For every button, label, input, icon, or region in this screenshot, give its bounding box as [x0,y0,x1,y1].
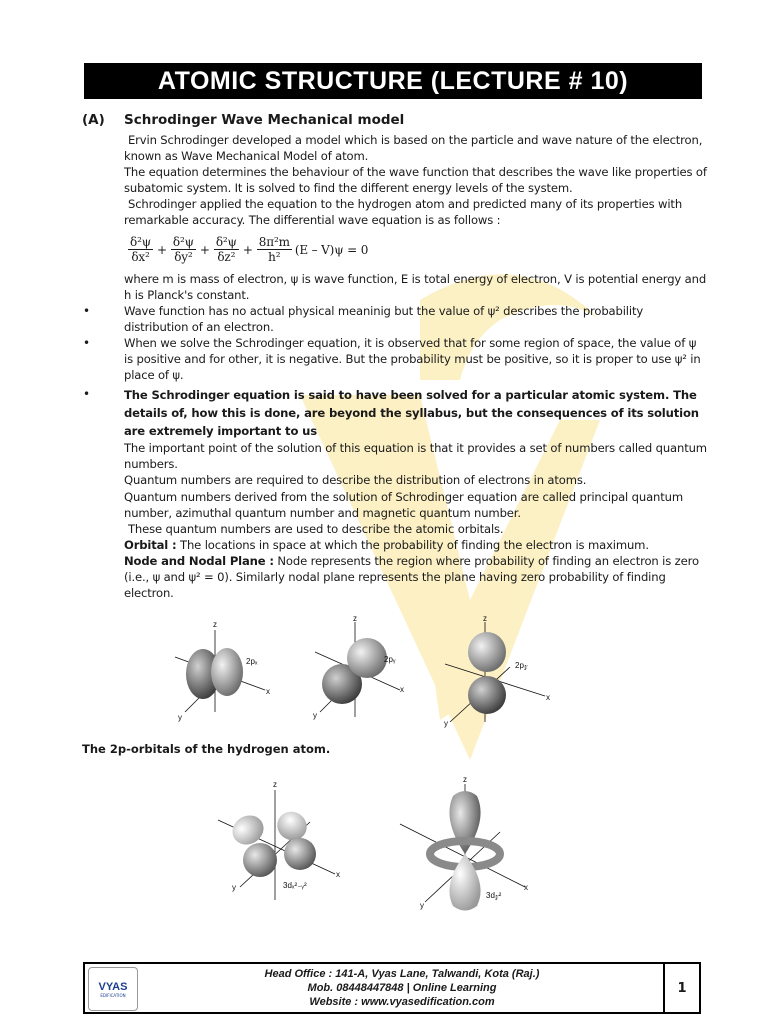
axis-x-label: x [400,685,404,694]
orbital-3d-x2-y2-label: 3dₓ²₋ᵧ² [283,881,307,890]
eq-tail: (E – V)ψ = 0 [294,242,369,257]
axis-z-label: z [483,614,487,623]
axis-x-label: x [336,870,340,879]
eq-term-z [214,235,239,264]
axis-x-label: x [266,687,270,696]
axis-z-label: z [353,614,357,623]
quantum-numbers-paragraph: Quantum numbers are required to describe the distribution of electrons in atoms. [124,473,587,488]
eq-term-y-den: δy² [174,250,193,265]
figure-2p-orbitals [160,612,580,732]
bullet-text-2: When we solve the Schrodinger equation, it is observed that for some region of space, the value of ψ is positive and for other, it is negative. But the probability must be positive, so it is proper to use ψ² in place of ψ. [124,335,701,383]
content-body [83,132,708,601]
orbital-2px-label: 2pₓ [246,657,258,666]
intro-paragraph-3: Schrodinger applied the equation to the hydrogen atom and predicted many of its properties with remarkable accuracy. The differential wave equation is as follows : [124,197,683,228]
orbital-text: The locations in space at which the probability of finding the electron is maximum. [176,537,649,552]
node-label: Node and Nodal Plane : [124,553,274,568]
orbital-2pz-label: 2p𝓏 [515,661,528,670]
bullet-icon: • [83,335,90,350]
node-text: Node represents the region where probability of finding an electron is zero (i.e., ψ and ψ² = 0). Similarly nodal plane represents the plane having zero probability of finding electron. [124,553,699,601]
section-title: Schrodinger Wave Mechanical model [124,112,405,128]
eq-term-y [171,235,196,264]
eq-plus: + [157,242,167,257]
eq-term-x-num: δ²ψ [130,235,151,250]
bullet-icon: • [83,303,90,318]
bullet-item [83,335,708,383]
eq-plus: + [199,242,210,257]
logo-subtext: EDIFICATION [100,992,126,998]
section-label: (A) [82,112,105,128]
bullet-item [83,303,708,335]
axis-y-label: y [232,883,236,892]
vyas-logo [88,967,138,1011]
logo-text: VYAS [98,980,128,993]
orbital-label: Orbital : [124,537,177,552]
orbital-3dz2-label: 3d𝓏² [486,891,502,900]
orbital-2px-diagram [175,620,270,722]
solution-paragraph: The important point of the solution of this equation is that it provides a set of numbers called quantum numbers. [124,441,707,472]
eq-term-constant-num: 8π²m [258,235,290,250]
axis-y-label: y [178,713,182,722]
equation-explanation: where m is mass of electron, ψ is wave function, E is total energy of electron, V is potential energy and h is Planck's constant. [124,271,707,302]
axis-y-label: y [313,711,317,720]
bullet-item [83,386,708,440]
schrodinger-equation [128,231,708,269]
eq-term-constant-den: h² [268,250,281,265]
axis-z-label: z [213,620,217,629]
figure-caption: The 2p-orbitals of the hydrogen atom. [82,742,331,756]
axis-x-label: x [524,883,528,892]
footer-phone: Mob. 08448447848 | Online Learning [307,982,497,994]
orbitals-paragraph: These quantum numbers are used to describe the atomic orbitals. [128,521,504,536]
orbital-2py-label: 2pᵧ [384,655,396,664]
eq-term-x-den: δx² [131,250,150,265]
orbital-3d-x2-y2-diagram [218,780,340,900]
orbital-3dz2-diagram [400,775,528,911]
eq-term-constant [257,235,292,264]
bullet-icon: • [83,387,90,402]
node-definition [124,553,708,601]
eq-term-x [128,235,153,264]
axis-x-label: x [546,693,550,702]
axis-z-label: z [273,780,277,789]
footer-contact [145,967,659,1009]
bullet-text-3: The Schrodinger equation is said to have been solved for a particular atomic system. The details of, how this is done, are beyond the syllabus, but the consequences of its solution are extremely important to us [124,388,699,439]
eq-plus: + [242,242,253,257]
eq-term-z-den: δz² [217,250,236,265]
axis-z-label: z [463,775,467,784]
footer-website: Website : www.vyasedification.com [309,996,495,1008]
axis-y-label: y [444,719,448,728]
page-footer [83,962,701,1014]
figure-3d-orbitals [210,772,550,922]
quantum-numbers-derived-paragraph: Quantum numbers derived from the solution of Schrodinger equation are called principal quantum number, azimuthal quantum number and magnetic quantum number. [124,489,683,520]
page-number: 1 [663,964,699,1012]
intro-paragraph-2: The equation determines the behaviour of the wave function that describes the wave like properties of subatomic system. It is solved to find the different energy levels of the system. [124,165,707,196]
bullet-text-1: Wave function has no actual physical meaninig but the value of ψ² describes the probability distribution of an electron. [124,303,644,334]
page-title: ATOMIC STRUCTURE (LECTURE # 10) [84,63,702,99]
eq-term-y-num: δ²ψ [172,235,194,250]
axis-y-label: y [420,901,424,910]
intro-paragraph-1: Ervin Schrodinger developed a model which is based on the particle and wave nature of the electron, known as Wave Mechanical Model of atom. [124,133,703,164]
orbital-definition [124,537,708,553]
orbital-2pz-diagram [444,614,550,728]
eq-term-z-num: δ²ψ [215,235,237,250]
orbital-2py-diagram [313,614,404,720]
footer-address: Head Office : 141-A, Vyas Lane, Talwandi, Kota (Raj.) [264,968,540,980]
